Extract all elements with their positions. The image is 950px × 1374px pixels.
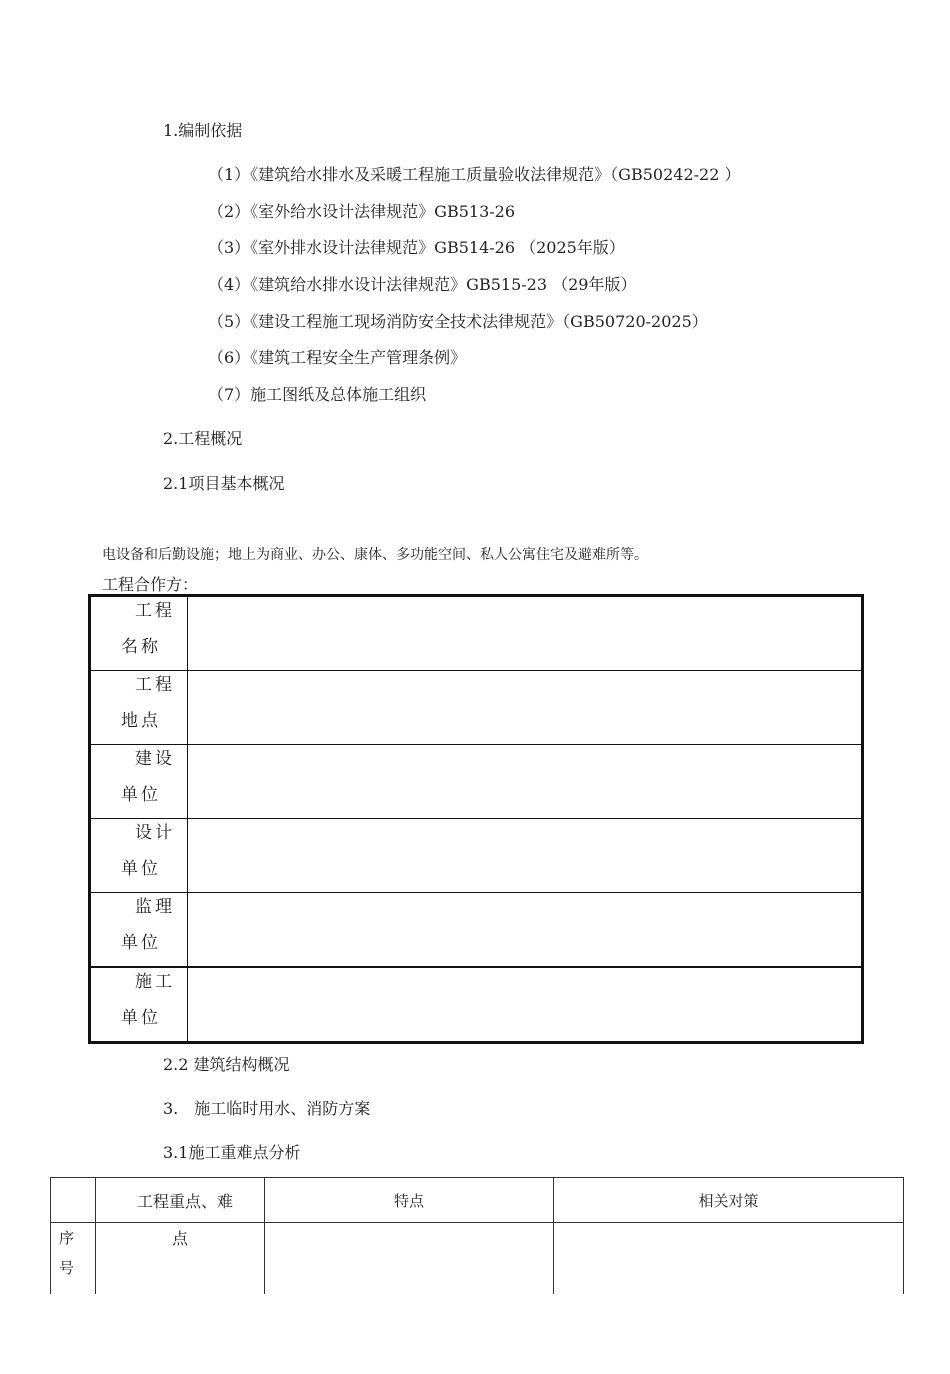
table-row <box>90 819 863 893</box>
row-label <box>90 819 188 893</box>
section1-heading: 1.编制依据 <box>163 121 243 140</box>
row-label <box>90 893 188 968</box>
section3-1-heading: 3.1施工重难点分析 <box>163 1143 301 1162</box>
seq-header-cell <box>51 1178 96 1223</box>
table-row <box>90 745 863 819</box>
row-label <box>90 745 188 819</box>
section2-heading: 2.工程概况 <box>163 429 243 448</box>
owner-unit-value[interactable] <box>188 745 863 819</box>
overview-paragraph: 电设备和后勤设施；地上为商业、办公、康体、多功能空间、私人公寓住宅及避难所等。 <box>102 547 648 563</box>
seq-cell <box>51 1223 96 1295</box>
row-label <box>90 967 188 1043</box>
seq-label-top: 序 <box>59 1229 75 1247</box>
design-unit-value[interactable] <box>188 819 863 893</box>
row-label-bottom: 名称 <box>121 637 161 657</box>
row-label-top: 监理 <box>135 897 175 917</box>
reference-item-2: （2）《室外给水设计法律规范》GB513-26 <box>208 202 516 221</box>
row-label-bottom: 单位 <box>121 933 161 953</box>
measure-header: 相关对策 <box>554 1178 904 1223</box>
row-label <box>90 671 188 745</box>
key-point-label-cont: 点 <box>171 1229 188 1248</box>
reference-item-6: （6）《建筑工程安全生产管理条例》 <box>208 348 467 367</box>
key-point-header-label: 工程重点、难 <box>136 1191 233 1211</box>
row-label-bottom: 地点 <box>121 711 161 731</box>
feature-cell[interactable] <box>265 1223 554 1295</box>
construction-unit-value[interactable] <box>188 967 863 1043</box>
table-header-row <box>51 1178 904 1223</box>
row-label-bottom: 单位 <box>121 1008 161 1028</box>
parties-label: 工程合作方： <box>102 575 199 594</box>
measure-cell[interactable] <box>554 1223 904 1295</box>
reference-item-1: （1）《建筑给水排水及采暖工程施工质量验收法律规范》（GB50242-22 ） <box>208 165 741 184</box>
reference-item-4: （4）《建筑给水排水设计法律规范》GB515-23 （29年版） <box>208 275 637 294</box>
table-row <box>90 893 863 968</box>
row-label <box>90 596 188 671</box>
difficulty-analysis-table <box>50 1177 904 1294</box>
section3-heading: 3. 施工临时用水、消防方案 <box>163 1099 371 1118</box>
reference-item-3: （3）《室外排水设计法律规范》GB514-26 （2025年版） <box>208 238 625 257</box>
section2-1-heading: 2.1项目基本概况 <box>163 474 285 493</box>
row-label-top: 设计 <box>135 823 175 843</box>
row-label-top: 工程 <box>135 601 175 621</box>
row-label-top: 施工 <box>135 972 175 992</box>
project-name-value[interactable] <box>188 596 863 671</box>
row-label-top: 建设 <box>135 749 175 769</box>
project-location-value[interactable] <box>188 671 863 745</box>
table-row <box>90 671 863 745</box>
project-info-table <box>88 594 864 1044</box>
seq-label-bottom: 号 <box>59 1259 75 1277</box>
table-row <box>90 967 863 1043</box>
key-point-cell <box>96 1223 265 1295</box>
feature-header: 特点 <box>265 1178 554 1223</box>
row-label-top: 工程 <box>135 675 175 695</box>
reference-item-7: （7）施工图纸及总体施工组织 <box>208 385 427 404</box>
table-row <box>90 596 863 671</box>
supervision-unit-value[interactable] <box>188 893 863 968</box>
section2-2-heading: 2.2 建筑结构概况 <box>163 1055 290 1074</box>
row-label-bottom: 单位 <box>121 859 161 879</box>
reference-item-5: （5）《建设工程施工现场消防安全技术法律规范》（GB50720-2025） <box>208 312 708 331</box>
table-row <box>51 1223 904 1295</box>
row-label-bottom: 单位 <box>121 785 161 805</box>
key-point-header <box>96 1178 265 1223</box>
